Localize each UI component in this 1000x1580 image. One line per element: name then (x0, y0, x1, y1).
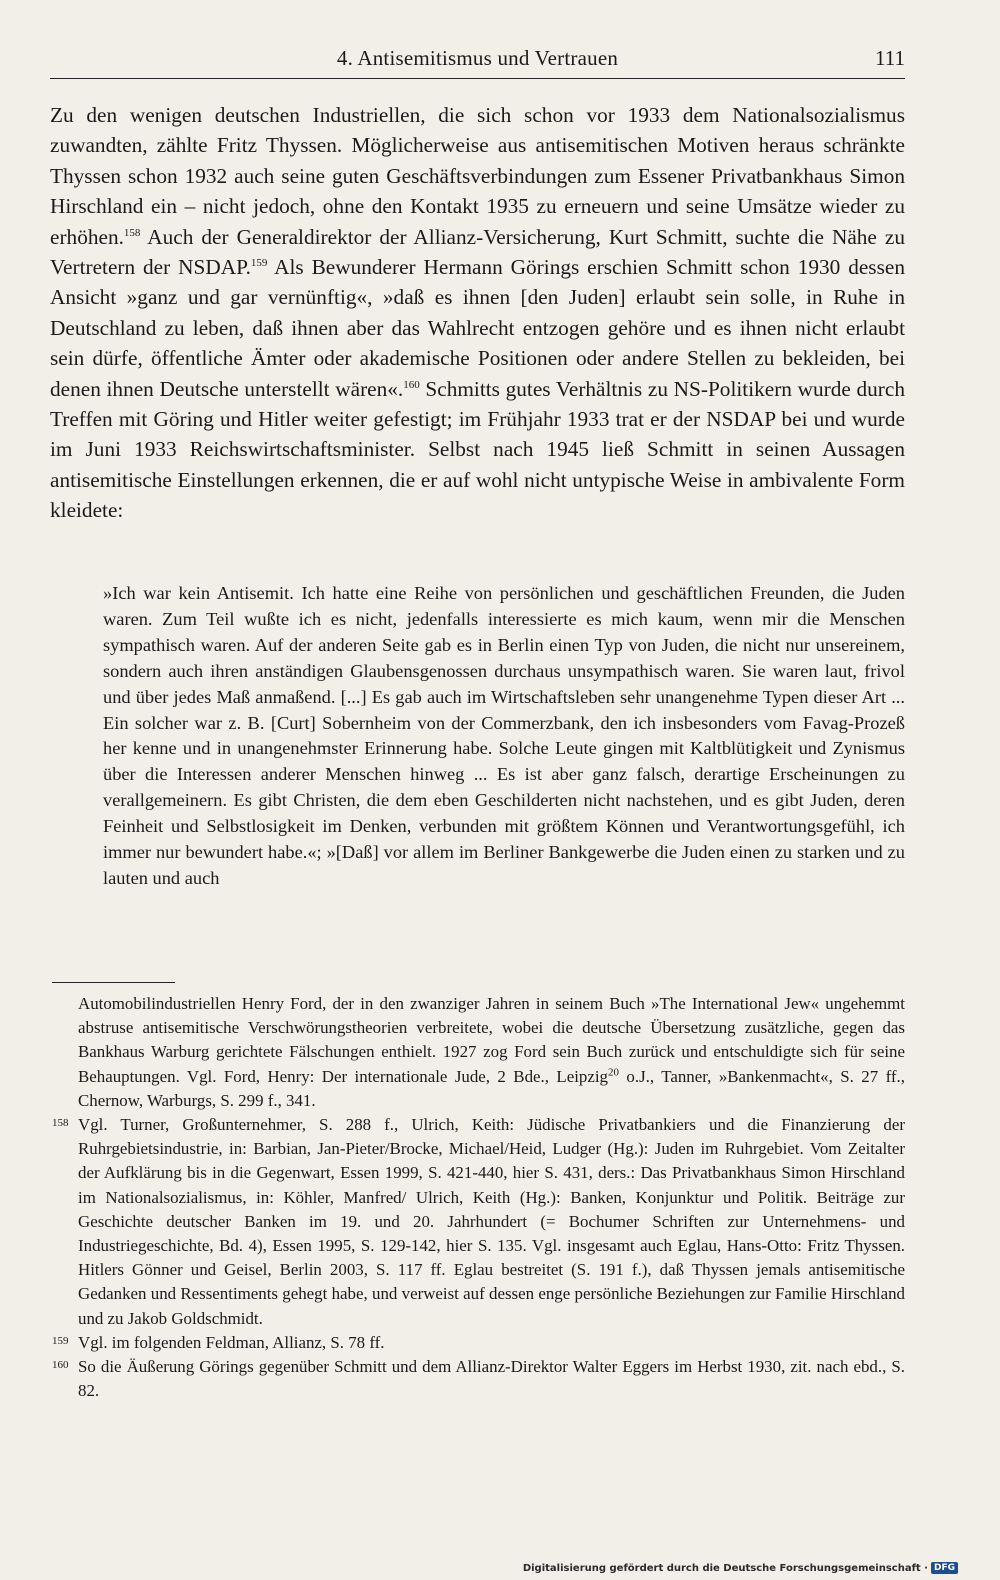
footnote-number: 159 (52, 1334, 69, 1347)
page-number: 111 (875, 46, 905, 70)
body-text-segment: Als Bewunderer Hermann Görings erschien Schmitt schon 1930 dessen Ansicht »ganz und gar vernünftig«, »daß es ihnen [den Juden] erlaubt sein solle, in Ruhe in Deutschland zu leben, daß ihnen aber das Wahlrecht entzogen gehöre und es ihnen nicht erlaubt sein dürfe, öffentliche Ämter oder akademische Positionen oder andere Stellen zu bekleiden, bei denen ihnen Deutsche unterstellt wären«. (50, 255, 905, 401)
footnote-text: Vgl. Turner, Großunternehmer, S. 288 f., Ulrich, Keith: Jüdische Privatbankiers und die Finanzierung der Ruhrgebietsindustrie, in: Barbian, Jan-Pieter/Brocke, Michael/Heid, Ludger (Hg.): Juden im Ruhrgebiet. Vom Zeitalter der Aufklärung bis in die Gegenwart, Essen 1999, S. 421-440, hier S. 431, ders.: Das Privatbankhaus Simon Hirschland im Nationalsozialismus, in: Köhler, Manfred/ Ulrich, Keith (Hg.): Banken, Konjunktur und Politik. Beiträge zur Geschichte deutscher Banken im 19. und 20. Jahrhundert (= Bochumer Schriften zur Unternehmens- und Industriegeschichte, Bd. 4), Essen 1995, S. 129-142, hier S. 135. Vgl. insgesamt auch Eglau, Hans-Otto: Fritz Thyssen. Hitlers Gönner und Geisel, Berlin 2003, S. 117 ff. Eglau bestreitet (S. 191 f.), daß Thyssen jemals antisemitische Gedanken und Ressentiments gehegt habe, und verweist auf dessen enge persönliche Beziehungen zur Familie Hirschland und zu Jakob Goldschmidt. (78, 1115, 905, 1328)
footnote-160 (52, 1355, 905, 1403)
footnote-separator (52, 982, 175, 983)
footnote-text: Automobilindustriellen Henry Ford, der in den zwanziger Jahren in seinem Buch »The International Jew« ungehemmt abstruse antisemitische Verschwörungstheorien verbreitete, wobei die deutsche Übersetzung zusätzliche, gegen das Bankhaus Warburg gerichtete Fälschungen enthielt. 1927 zog Ford sein Buch zurück und entschuldigte sich für seine Behauptungen. Vgl. Ford, Henry: Der internationale Jude, 2 Bde., Leipzig (78, 994, 905, 1086)
footnote-number: 160 (52, 1359, 69, 1372)
footnote-edition-sup: 20 (607, 1065, 619, 1078)
body-text-segment: Zu den wenigen deutschen Industriellen, die sich schon vor 1933 dem Nationalsozialismus zuwandten, zählte Fritz Thyssen. Möglicherweise aus antisemitischen Motiven heraus schränkte Thyssen schon 1932 auch seine guten Geschäftsverbindungen zum Essener Privatbankhaus Simon Hirschland ein – nicht jedoch, ohne den Kontakt 1935 zu erneuern und seine Umsätze wieder zu erhöhen. (50, 103, 905, 249)
footnote-text: Vgl. im folgenden Feldman, Allianz, S. 78 ff. (78, 1332, 385, 1352)
body-text-segment: Schmitts gutes Verhältnis zu NS-Politikern wurde durch Treffen mit Göring und Hitler weiter gefestigt; im Frühjahr 1933 trat er der NSDAP bei und wurde im Juni 1933 Reichswirtschaftsminister. Selbst nach 1945 ließ Schmitt in seinen Aussagen antisemitische Einstellungen erkennen, die er auf wohl nicht untypische Weise in ambivalente Form kleidete: (50, 376, 905, 523)
digitization-note (523, 1562, 958, 1574)
dfg-logo: DFG (931, 1562, 958, 1574)
footnote-text: o.J., Tanner, »Bankenmacht«, S. 27 ff., Chernow, Warburgs, S. 299 f., 341. (78, 1066, 905, 1110)
footnote-text: So die Äußerung Görings gegenüber Schmitt und dem Allianz-Direktor Walter Eggers im Herbst 1930, zit. nach ebd., S. 82. (78, 1357, 905, 1401)
footnote-158 (52, 1113, 905, 1331)
quote-text: »Ich war kein Antisemit. Ich hatte eine Reihe von persönlichen und geschäftlichen Freunden, die Juden waren. Zum Teil wußte ich es nicht, jedenfalls interessierte es mich kaum, wenn mir die Menschen sympathisch waren. Auf der anderen Seite gab es in Berlin einen Typ von Juden, die nicht nur unsereinem, sondern auch ihren anständigen Glaubensgenossen durchaus unsympathisch waren. Sie waren laut, frivol und über jedes Maß anmaßend. [...] Es gab auch im Wirtschaftsleben sehr unangenehme Typen dieser Art ... Ein solcher war z. B. [Curt] Sobernheim von der Commerzbank, den ich insbesonders vom Favag-Prozeß her kenne und in unangenehmster Erinnerung habe. Solche Leute gingen mit Kaltblütigkeit und Zynismus über die Interessen anderer Menschen hinweg ... Es ist aber ganz falsch, derartige Erscheinungen zu verallgemeinern. Es gibt Christen, die dem eben Geschilderten nicht nachstehen, und es gibt Juden, deren Feinheit und Selbstlosigkeit im Denken, verbunden mit größtem Können und Verantwortungsgefühl, ich immer nur bewundert habe.«; »[Daß] vor allem im Berliner Bankgewerbe die Juden einen zu starken und zu lauten und auch (103, 583, 905, 888)
running-title: 4. Antisemitismus und Vertrauen (336, 46, 619, 70)
footnotes (52, 992, 905, 1403)
block-quote (103, 581, 905, 892)
footnote-ref-158: 158 (123, 226, 141, 239)
running-head (50, 44, 905, 79)
digitization-text: Digitalisierung gefördert durch die Deutsche Forschungsgemeinschaft · (522, 1563, 928, 1574)
body-text-segment: Auch der Generaldirektor der Allianz-Versicherung, Kurt Schmitt, suchte die Nähe zu Vertretern der NSDAP. (50, 224, 905, 280)
footnote-ref-160: 160 (403, 378, 420, 391)
body-paragraph (50, 100, 905, 526)
body-text (50, 100, 905, 526)
footnote-continuation (52, 992, 905, 1113)
footnote-number: 158 (52, 1117, 69, 1130)
footnote-ref-159: 159 (250, 256, 268, 269)
footnote-159 (52, 1331, 905, 1355)
